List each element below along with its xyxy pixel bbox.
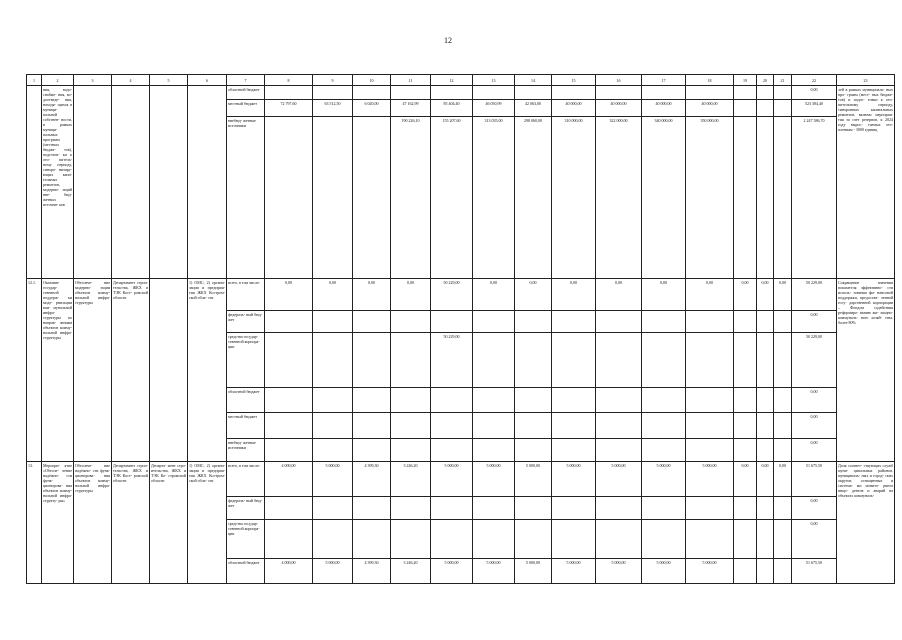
value-cell: 5 000,00 [473,461,515,496]
table-row [27,86,895,100]
value-cell [515,387,552,412]
column-number: 9 [313,75,353,86]
total-cell: 0,00 [792,439,837,462]
value-cell: 40 000,00 [642,100,686,117]
total-cell: 0,00 [792,86,837,100]
value-cell [473,496,515,520]
value-cell [265,496,313,520]
value-cell [774,520,792,558]
total-cell: 0,00 [792,520,837,558]
value-cell: 5 000,00 [552,558,596,583]
value-cell [686,412,734,438]
source-cell: всего, в том числе: [227,461,265,496]
value-cell: 5 000,00 [313,558,353,583]
value-cell: 313 035,00 [473,117,515,279]
column-number: 17 [642,75,686,86]
value-cell [515,311,552,333]
column-number: 19 [734,75,757,86]
value-cell [313,520,353,558]
value-cell [431,311,473,333]
value-cell: 4 000,00 [265,461,313,496]
value-cell [757,412,774,438]
result-cell: лей в рамках муниципаль- ных про- грамм (мест- ных бюдже- тов) и подго- товки к ото- пительному периоду, синхронных капитальных ремонтов, включи мероприя- тия за счет резервов, к 2024 году вырос- таемых ото- плениям - 3000 единиц [837,86,895,279]
value-cell [774,412,792,438]
source-cell: местный бюджет [227,100,265,117]
value-cell [431,439,473,462]
participants-cell [150,86,188,279]
value-cell: 0,00 [265,278,313,310]
value-cell: 5 000,00 [642,461,686,496]
value-cell [642,496,686,520]
value-cell [391,412,431,438]
value-cell [431,86,473,100]
value-cell: 4 000,00 [265,558,313,583]
value-cell [313,311,353,333]
value-cell [596,439,642,462]
value-cell [686,311,734,333]
value-cell [757,332,774,387]
value-cell [313,332,353,387]
value-cell: 63 512,50 [313,100,353,117]
value-cell [774,100,792,117]
total-cell: 0,00 [792,412,837,438]
value-cell [774,86,792,100]
value-cell: 40 000,00 [596,100,642,117]
value-cell: 350 000,00 [686,117,734,279]
value-cell: 0,00 [734,278,757,310]
value-cell [431,412,473,438]
value-cell [734,86,757,100]
value-cell: 322 000,00 [596,117,642,279]
value-cell [642,439,686,462]
value-cell [552,496,596,520]
column-number: 1 [27,75,42,86]
total-cell: 523 384,40 [792,100,837,117]
source-cell: средства государ- ственной корпора- ции [227,520,265,558]
value-cell [353,439,391,462]
value-cell: 190 226,10 [391,117,431,279]
total-cell: 0,00 [792,387,837,412]
value-cell [515,412,552,438]
column-number: 16 [596,75,642,86]
column-number: 18 [686,75,734,86]
value-cell [642,332,686,387]
value-cell [515,439,552,462]
stages-cell: 1) ОМС; 2) органи- зации и предприя- тия ЖКХ Костром- ской обла- сти [188,278,227,461]
value-cell [391,439,431,462]
value-cell [552,439,596,462]
value-cell: 4 399,30 [353,558,391,583]
source-cell: областной бюджет [227,86,265,100]
value-cell [313,439,353,462]
value-cell [734,520,757,558]
goal-cell: Обеспече- ние надёжно- сти функ- ционирова- ния объектов комму- нальной инфра- структуры [74,461,112,583]
value-cell [642,412,686,438]
value-cell [473,520,515,558]
value-cell [734,100,757,117]
value-cell [757,311,774,333]
value-cell [473,311,515,333]
value-cell: 42 063,00 [515,100,552,117]
value-cell [596,332,642,387]
value-cell [313,387,353,412]
column-number: 21 [774,75,792,86]
column-number: 11 [391,75,431,86]
column-number: 12 [431,75,473,86]
value-cell: 5 000,00 [473,558,515,583]
value-cell [515,496,552,520]
value-cell: 0,00 [391,278,431,310]
value-cell [686,439,734,462]
source-cell: местный бюджет [227,412,265,438]
value-cell: 72 797,60 [265,100,313,117]
column-number: 22 [792,75,837,86]
value-cell [757,496,774,520]
value-cell [353,332,391,387]
value-cell [774,558,792,583]
value-cell [686,387,734,412]
measure-name-cell: Меропри- ятие «Обеспе- чение надёжно- сти функ- ционирова- ния объектов комму- нальной инфра- структу- ры» [42,461,74,583]
source-cell: средства государ- ственной корпора- ции [227,332,265,387]
source-cell: внебюд- жетные источники [227,117,265,279]
source-cell: внебюд- жетные источники [227,439,265,462]
executor-cell: Департамент строи- тельства, ЖКХ и ТЭК Кост- ромской области [112,461,150,583]
total-cell: 51 675,50 [792,558,837,583]
value-cell [552,412,596,438]
value-cell [265,86,313,100]
value-cell: 5 000,00 [515,558,552,583]
value-cell: 47 162,99 [391,100,431,117]
value-cell [757,520,774,558]
value-cell [596,496,642,520]
value-cell: 0,00 [774,278,792,310]
value-cell [774,117,792,279]
value-cell [515,86,552,100]
result-cell: Доля соответ- ствующих служб муни- ципальных районов, муниципаль- ных и город- ских округов, оснащенных и система- ми монито- ринга инци- дентов и аварий на объектах коммуналь- [837,461,895,583]
value-cell [391,332,431,387]
value-cell [391,496,431,520]
value-cell: 0,00 [642,278,686,310]
value-cell [353,496,391,520]
column-number: 10 [353,75,391,86]
value-cell: 0,00 [353,278,391,310]
value-cell [391,86,431,100]
value-cell [265,439,313,462]
value-cell [774,387,792,412]
value-cell [734,558,757,583]
value-cell [774,311,792,333]
executor-cell [112,86,150,279]
value-cell: 155 207,60 [431,117,473,279]
value-cell [431,496,473,520]
page-number: 12 [444,36,452,45]
value-cell: 0,00 [686,278,734,310]
value-cell: 5 000,00 [596,558,642,583]
value-cell: 5 000,00 [431,558,473,583]
value-cell: 5 000,00 [686,461,734,496]
value-cell [734,496,757,520]
value-cell: 0,00 [473,278,515,310]
value-cell: 5 000,00 [552,461,596,496]
row-number-cell [27,86,42,279]
value-cell [353,311,391,333]
value-cell [686,86,734,100]
value-cell [552,311,596,333]
value-cell [596,86,642,100]
column-number: 2 [42,75,74,86]
column-number: 4 [112,75,150,86]
value-cell: 5 000,00 [596,461,642,496]
value-cell [265,332,313,387]
value-cell: 0,00 [552,278,596,310]
column-number-row [27,75,895,86]
value-cell [734,311,757,333]
source-cell: федераль- ный бюд- жет [227,496,265,520]
goal-cell: Обеспече- ние модерни- зации объектов комму- нальной инфра- структуры [74,278,112,461]
value-cell [313,412,353,438]
value-cell [774,332,792,387]
column-number: 3 [74,75,112,86]
value-cell: 5 000,00 [515,461,552,496]
value-cell: 0,00 [774,461,792,496]
value-cell: 50 229,00 [431,278,473,310]
value-cell [552,86,596,100]
measure-name-cell: Оказание государ- ственной поддерж- ки моде- рнизации ком- мунальной инфра- структуры по направ- лениям объектов комму- нальной инфра- структуры [42,278,74,461]
value-cell [757,558,774,583]
value-cell: 46 050,99 [473,100,515,117]
value-cell [552,332,596,387]
value-cell [686,520,734,558]
value-cell [391,311,431,333]
column-number: 15 [552,75,596,86]
value-cell: 298 060,00 [515,117,552,279]
value-cell [734,439,757,462]
value-cell: 340 000,00 [642,117,686,279]
value-cell: 0,00 [734,461,757,496]
total-cell: 0,00 [792,311,837,333]
value-cell [353,86,391,100]
value-cell [642,86,686,100]
value-cell: 0,00 [757,278,774,310]
value-cell [473,332,515,387]
value-cell: 50 229,00 [431,332,473,387]
value-cell [473,387,515,412]
value-cell [313,117,353,279]
value-cell [596,311,642,333]
total-cell: 0,00 [792,496,837,520]
value-cell [552,387,596,412]
value-cell [596,520,642,558]
column-number: 5 [150,75,188,86]
value-cell [515,332,552,387]
column-number: 13 [473,75,515,86]
value-cell: 310 000,00 [552,117,596,279]
value-cell: 40 000,00 [686,100,734,117]
column-number: 20 [757,75,774,86]
value-cell: 0,00 [515,278,552,310]
value-cell [757,100,774,117]
value-cell: 5 000,00 [686,558,734,583]
value-cell [313,496,353,520]
value-cell [391,387,431,412]
value-cell [431,387,473,412]
source-cell: всего, в том числе: [227,278,265,310]
value-cell [596,412,642,438]
value-cell [473,412,515,438]
value-cell: 5 000,00 [642,558,686,583]
value-cell: 6 020,00 [353,100,391,117]
value-cell [734,117,757,279]
value-cell [265,412,313,438]
source-cell: федераль- ный бюд- жет [227,311,265,333]
total-cell: 50 229,00 [792,278,837,310]
value-cell [686,496,734,520]
value-cell: 5 000,00 [431,461,473,496]
value-cell [642,311,686,333]
value-cell [473,439,515,462]
column-number: 6 [188,75,227,86]
column-number: 8 [265,75,313,86]
value-cell: 0,00 [596,278,642,310]
table-row [27,278,895,310]
table-row [27,461,895,496]
value-cell [642,387,686,412]
value-cell: 3 246,20 [391,558,431,583]
value-cell [391,520,431,558]
value-cell [686,332,734,387]
total-cell: 50 229,00 [792,332,837,387]
value-cell: 0,00 [757,461,774,496]
measure-name-cell: ния, водо- снабже- ния, во- доотведе- ния, находя- щихся в муници- пальной собствен- ности, в рамках муници- пальных программ (местных бюдже- тов), подготов- ки к ото- питель- ному периоду, синхро- низиру- ющих капи- тальных ремонтов, модерни- заций вне- бюд- жетных источни- ков [42,86,74,279]
participants-cell: Департа- мент стро- ительства, ЖКХ и ТЭК Ко- стромской области [150,461,188,583]
value-cell [757,86,774,100]
total-cell: 2 247 586,70 [792,117,837,279]
executor-cell: Департамент строи- тельства, ЖКХ и ТЭК Кост- ромской области [112,278,150,461]
value-cell [353,520,391,558]
value-cell [734,387,757,412]
value-cell [265,520,313,558]
value-cell [353,117,391,279]
value-cell [757,387,774,412]
value-cell [774,439,792,462]
value-cell: 5 000,00 [313,461,353,496]
value-cell [353,387,391,412]
column-number: 7 [227,75,265,86]
value-cell: 40 000,00 [552,100,596,117]
value-cell: 3 246,20 [391,461,431,496]
value-cell [757,439,774,462]
value-cell [757,117,774,279]
stages-cell: 1) ОМС; 2) органи- зации и предприя- тия ЖКХ Костром- ской обла- сти [188,461,227,583]
total-cell: 51 675,50 [792,461,837,496]
value-cell [431,520,473,558]
value-cell [552,520,596,558]
value-cell [642,520,686,558]
value-cell [734,332,757,387]
value-cell: 0,00 [313,278,353,310]
stages-cell [188,86,227,279]
column-number: 14 [515,75,552,86]
value-cell [353,412,391,438]
source-cell: областной бюджет [227,558,265,583]
row-number-cell: 12.1. [27,278,42,461]
value-cell [596,387,642,412]
value-cell [265,387,313,412]
row-number-cell: 13. [27,461,42,583]
value-cell [313,86,353,100]
goal-cell [74,86,112,279]
source-cell: областной бюджет [227,387,265,412]
column-number: 23 [837,75,895,86]
budget-table [26,74,895,584]
value-cell [734,412,757,438]
value-cell: 4 399,30 [353,461,391,496]
result-cell: Сокращение значения показателя эффективно- сти исполь- зования фи- нансовой поддержки, предостав- ленной госу- дарственной корпорации – Фондом содействия реформиро- ванию жи- лищно- коммуналь- ного хозяй- ства, более 80% [837,278,895,461]
value-cell [515,520,552,558]
value-cell [265,117,313,279]
participants-cell [150,278,188,461]
value-cell [473,86,515,100]
value-cell [774,496,792,520]
value-cell: 85 404,40 [431,100,473,117]
value-cell [265,311,313,333]
